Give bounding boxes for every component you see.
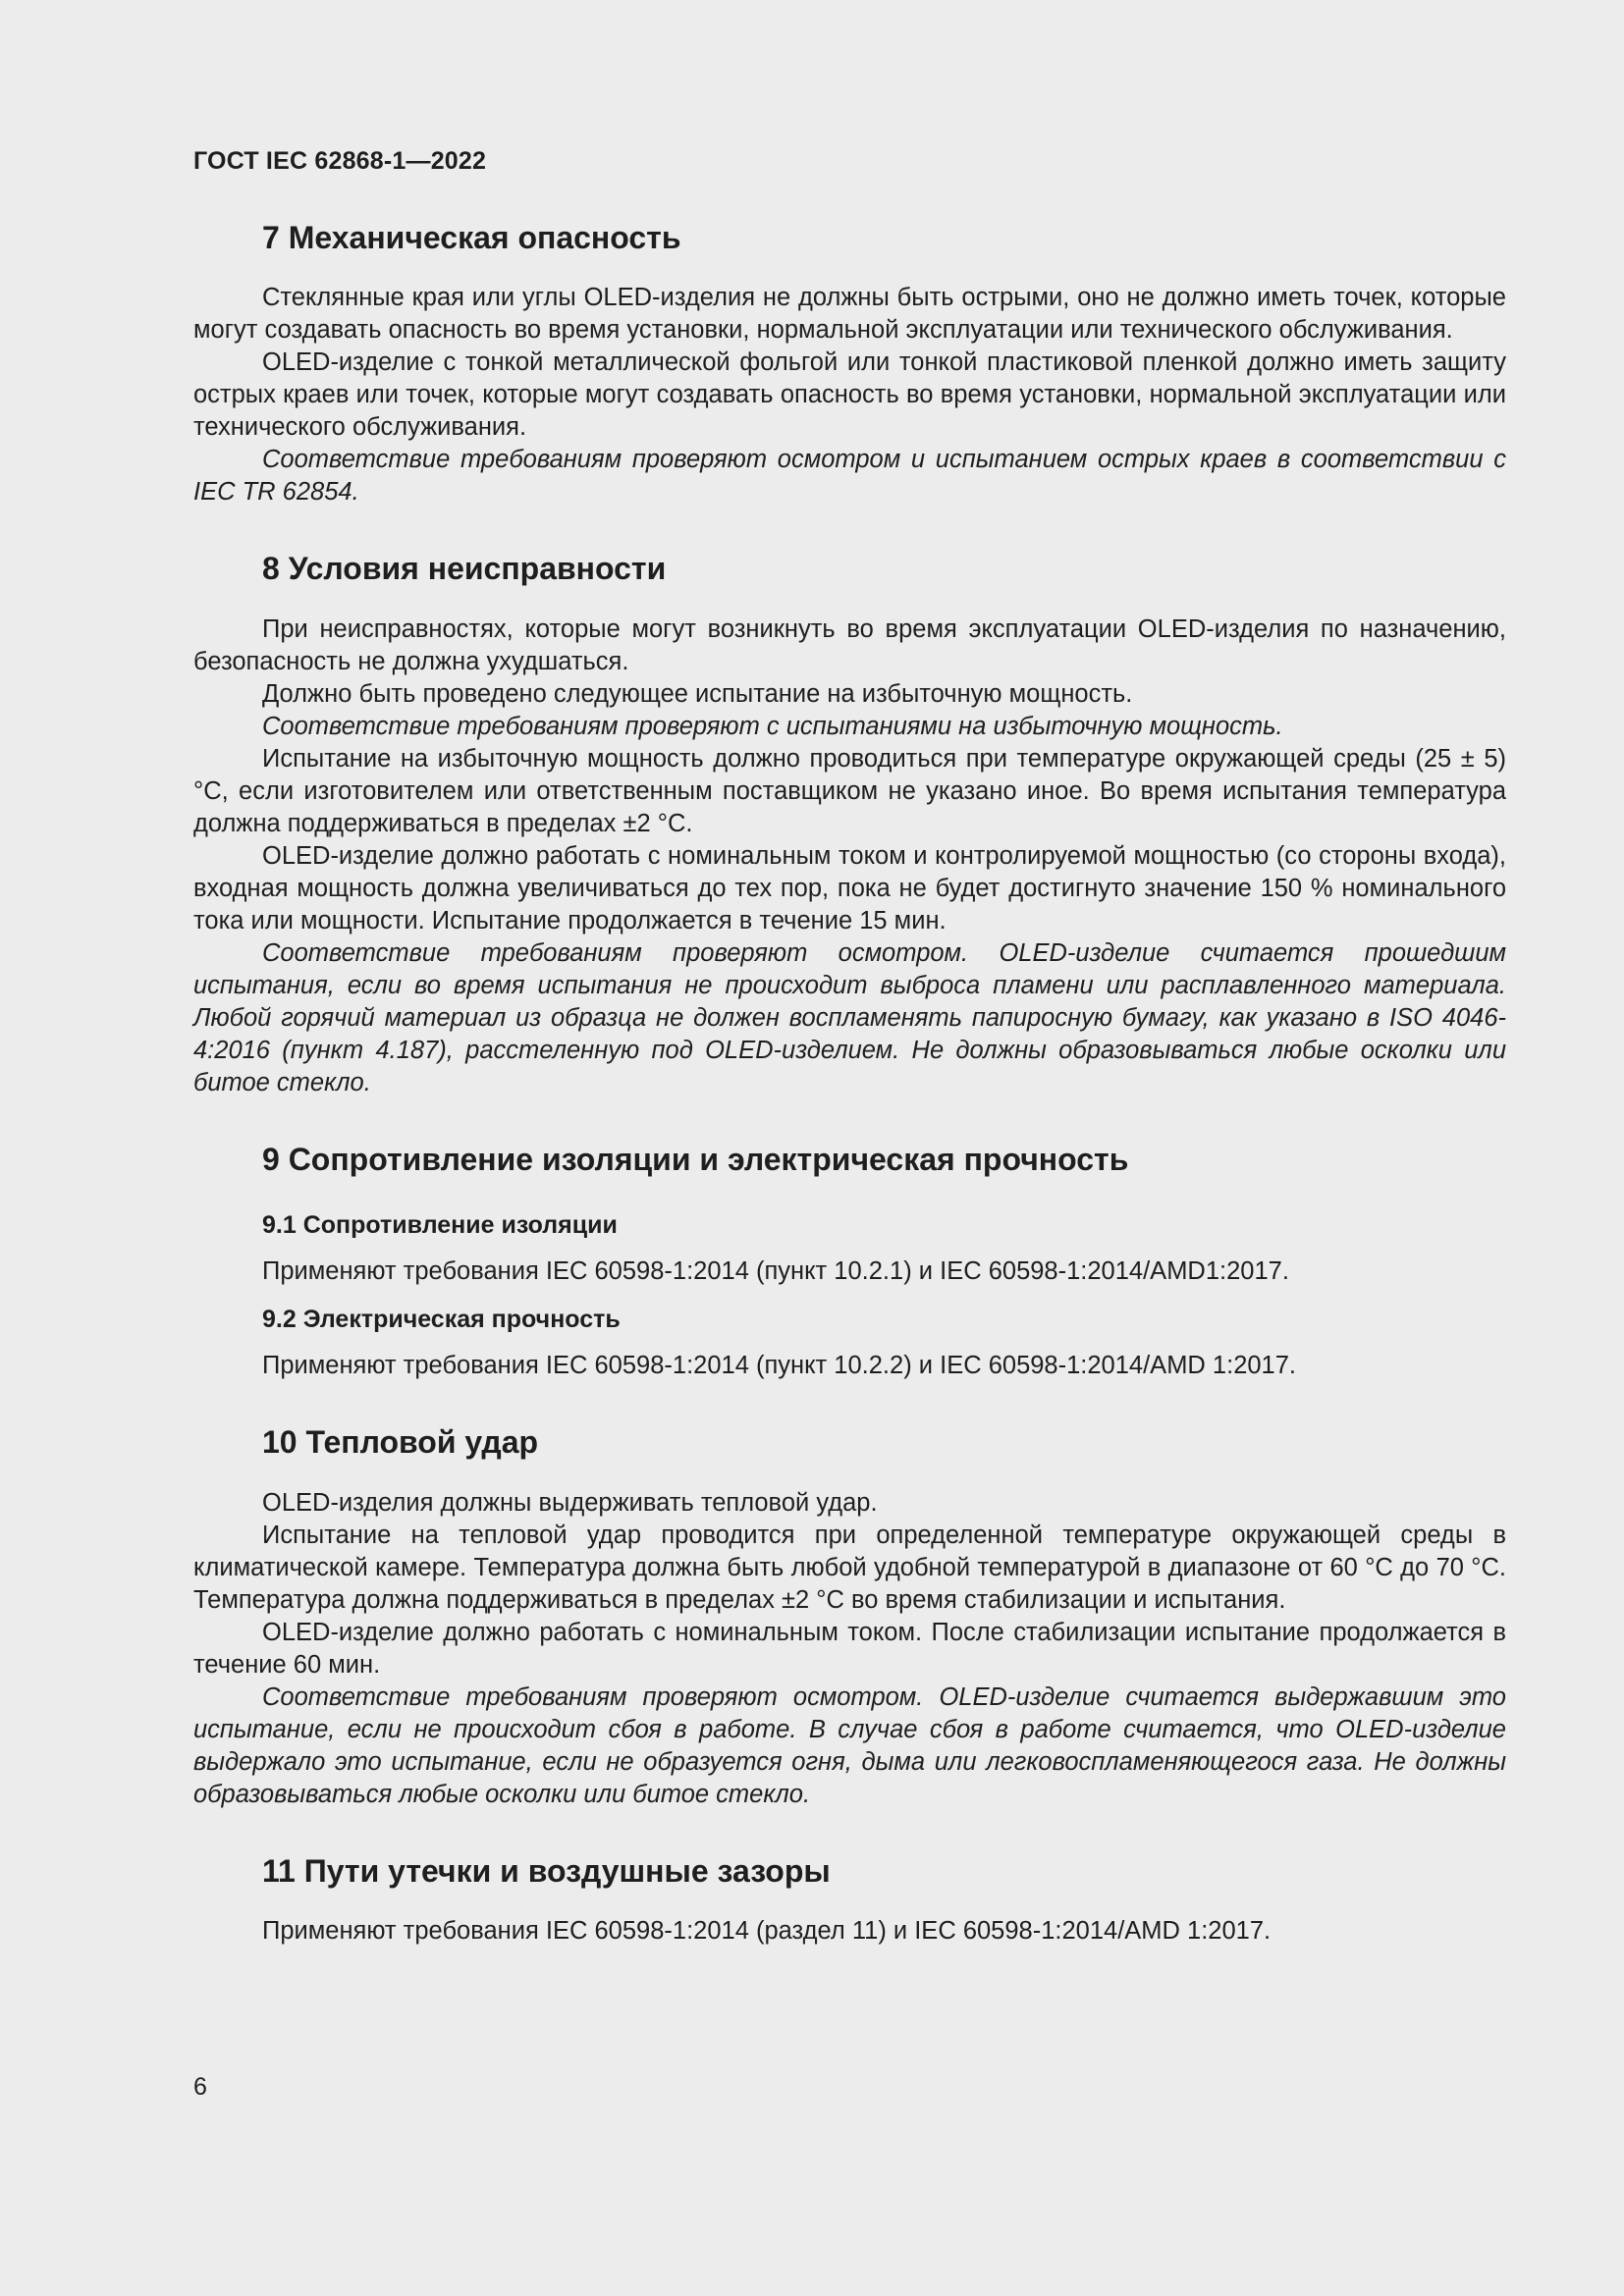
subsection-9-2-text: Применяют требования IEC 60598-1:2014 (пункт 10.2.2) и IEC 60598-1:2014/AMD 1:2017. xyxy=(262,1352,1297,1380)
section-10-paragraph-1: OLED-изделия должны выдерживать тепловой удар. xyxy=(262,1488,878,1517)
section-7-paragraph-1: Стеклянные края или углы OLED-изделия не должны быть острыми, оно не должно иметь точек, которые могут создавать опасность во время установки, нормальной эксплуатации или технического обслуживания. xyxy=(193,284,1506,345)
section-7-paragraph-2: OLED-изделие с тонкой металлической фольгой или тонкой пластиковой пленкой должно иметь защиту острых краев или точек, которые могут создавать опасность во время установки, нормальной эксплуатации или технического обслуживания. xyxy=(193,348,1506,442)
section-8-compliance-note-1: Соответствие требованиям проверяют с испытаниями на избыточную мощность. xyxy=(262,712,1283,740)
subsection-9-1 xyxy=(193,1211,1506,1288)
section-8-compliance-note-2: Соответствие требованиям проверяют осмотром. OLED-изделие считается прошедшим испытания, если во время испытания не происходит выброса пламени или расплавленного материала. Любой горячий материал из образца не должен воспламенять папиросную бумагу, как указано в ISO 4046-4:2016 (пункт 4.187), расстеленную под OLED-изделием. Не должны образовываться любые осколки или битое стекло. xyxy=(193,938,1506,1096)
section-8 xyxy=(193,550,1506,1098)
page-number: 6 xyxy=(193,2073,207,2101)
section-10 xyxy=(193,1423,1506,1810)
section-7-compliance-note: Соответствие требованиям проверяют осмотром и испытанием острых краев в соответствии с IEC TR 62854. xyxy=(193,446,1506,507)
section-8-paragraph-1: При неисправностях, которые могут возникнуть во время эксплуатации OLED-изделия по назначению, безопасность не должна ухудшаться. xyxy=(193,614,1506,675)
section-8-paragraph-5: OLED-изделие должно работать с номинальным током и контролируемой мощностью (со стороны входа), входная мощность должна увеличиваться до тех пор, пока не будет достигнуто значение 150 % номинального тока или мощности. Испытание продолжается в течение 15 мин. xyxy=(193,841,1506,934)
section-10-paragraph-2: Испытание на тепловой удар проводится при определенной температуре окружающей среды в климатической камере. Температура должна быть любой удобной температурой в диапазоне от 60 °С до 70 °С. Температура должна поддерживаться в пределах ±2 °С во время стабилизации и испытания. xyxy=(193,1521,1506,1614)
section-7 xyxy=(193,219,1506,508)
section-8-paragraph-2: Должно быть проведено следующее испытание на избыточную мощность. xyxy=(262,679,1133,708)
subsection-9-1-text: Применяют требования IEC 60598-1:2014 (пункт 10.2.1) и IEC 60598-1:2014/AMD1:2017. xyxy=(262,1257,1289,1286)
section-10-title: 10 Тепловой удар xyxy=(262,1424,539,1461)
subsection-9-1-title: 9.1 Сопротивление изоляции xyxy=(262,1211,618,1240)
subsection-9-2 xyxy=(193,1306,1506,1382)
subsection-9-2-title: 9.2 Электрическая прочность xyxy=(262,1306,621,1334)
section-11-title: 11 Пути утечки и воздушные зазоры xyxy=(262,1852,831,1889)
section-9-title: 9 Сопротивление изоляции и электрическая прочность xyxy=(262,1141,1129,1177)
section-11-paragraph-1: Применяют требования IEC 60598-1:2014 (раздел 11) и IEC 60598-1:2014/AMD 1:2017. xyxy=(262,1916,1272,1945)
section-7-title: 7 Механическая опасность xyxy=(262,220,681,255)
section-10-compliance-note: Соответствие требованиям проверяют осмотром. OLED-изделие считается выдержавшим это испытание, если не происходит сбоя в работе. В случае сбоя в работе считается, что OLED-изделие выдержало это испытание, если не образуется огня, дыма или легковоспламеняющегося газа. Не должны образовываться любые осколки или битое стекло. xyxy=(193,1682,1506,1808)
section-8-title: 8 Условия неисправности xyxy=(262,551,667,587)
section-11 xyxy=(193,1852,1506,1948)
section-9 xyxy=(193,1141,1506,1382)
section-10-paragraph-3: OLED-изделие должно работать с номинальным током. После стабилизации испытание продолжается в течение 60 мин. xyxy=(193,1618,1506,1679)
document-header: ГОСТ IEC 62868-1—2022 xyxy=(193,147,487,175)
section-8-paragraph-4: Испытание на избыточную мощность должно проводиться при температуре окружающей среды (25 ± 5) °С, если изготовителем или ответственным поставщиком не указано иное. Во время испытания температура должна поддерживаться в пределах ±2 °С. xyxy=(193,744,1506,837)
document-page xyxy=(193,147,1506,1989)
